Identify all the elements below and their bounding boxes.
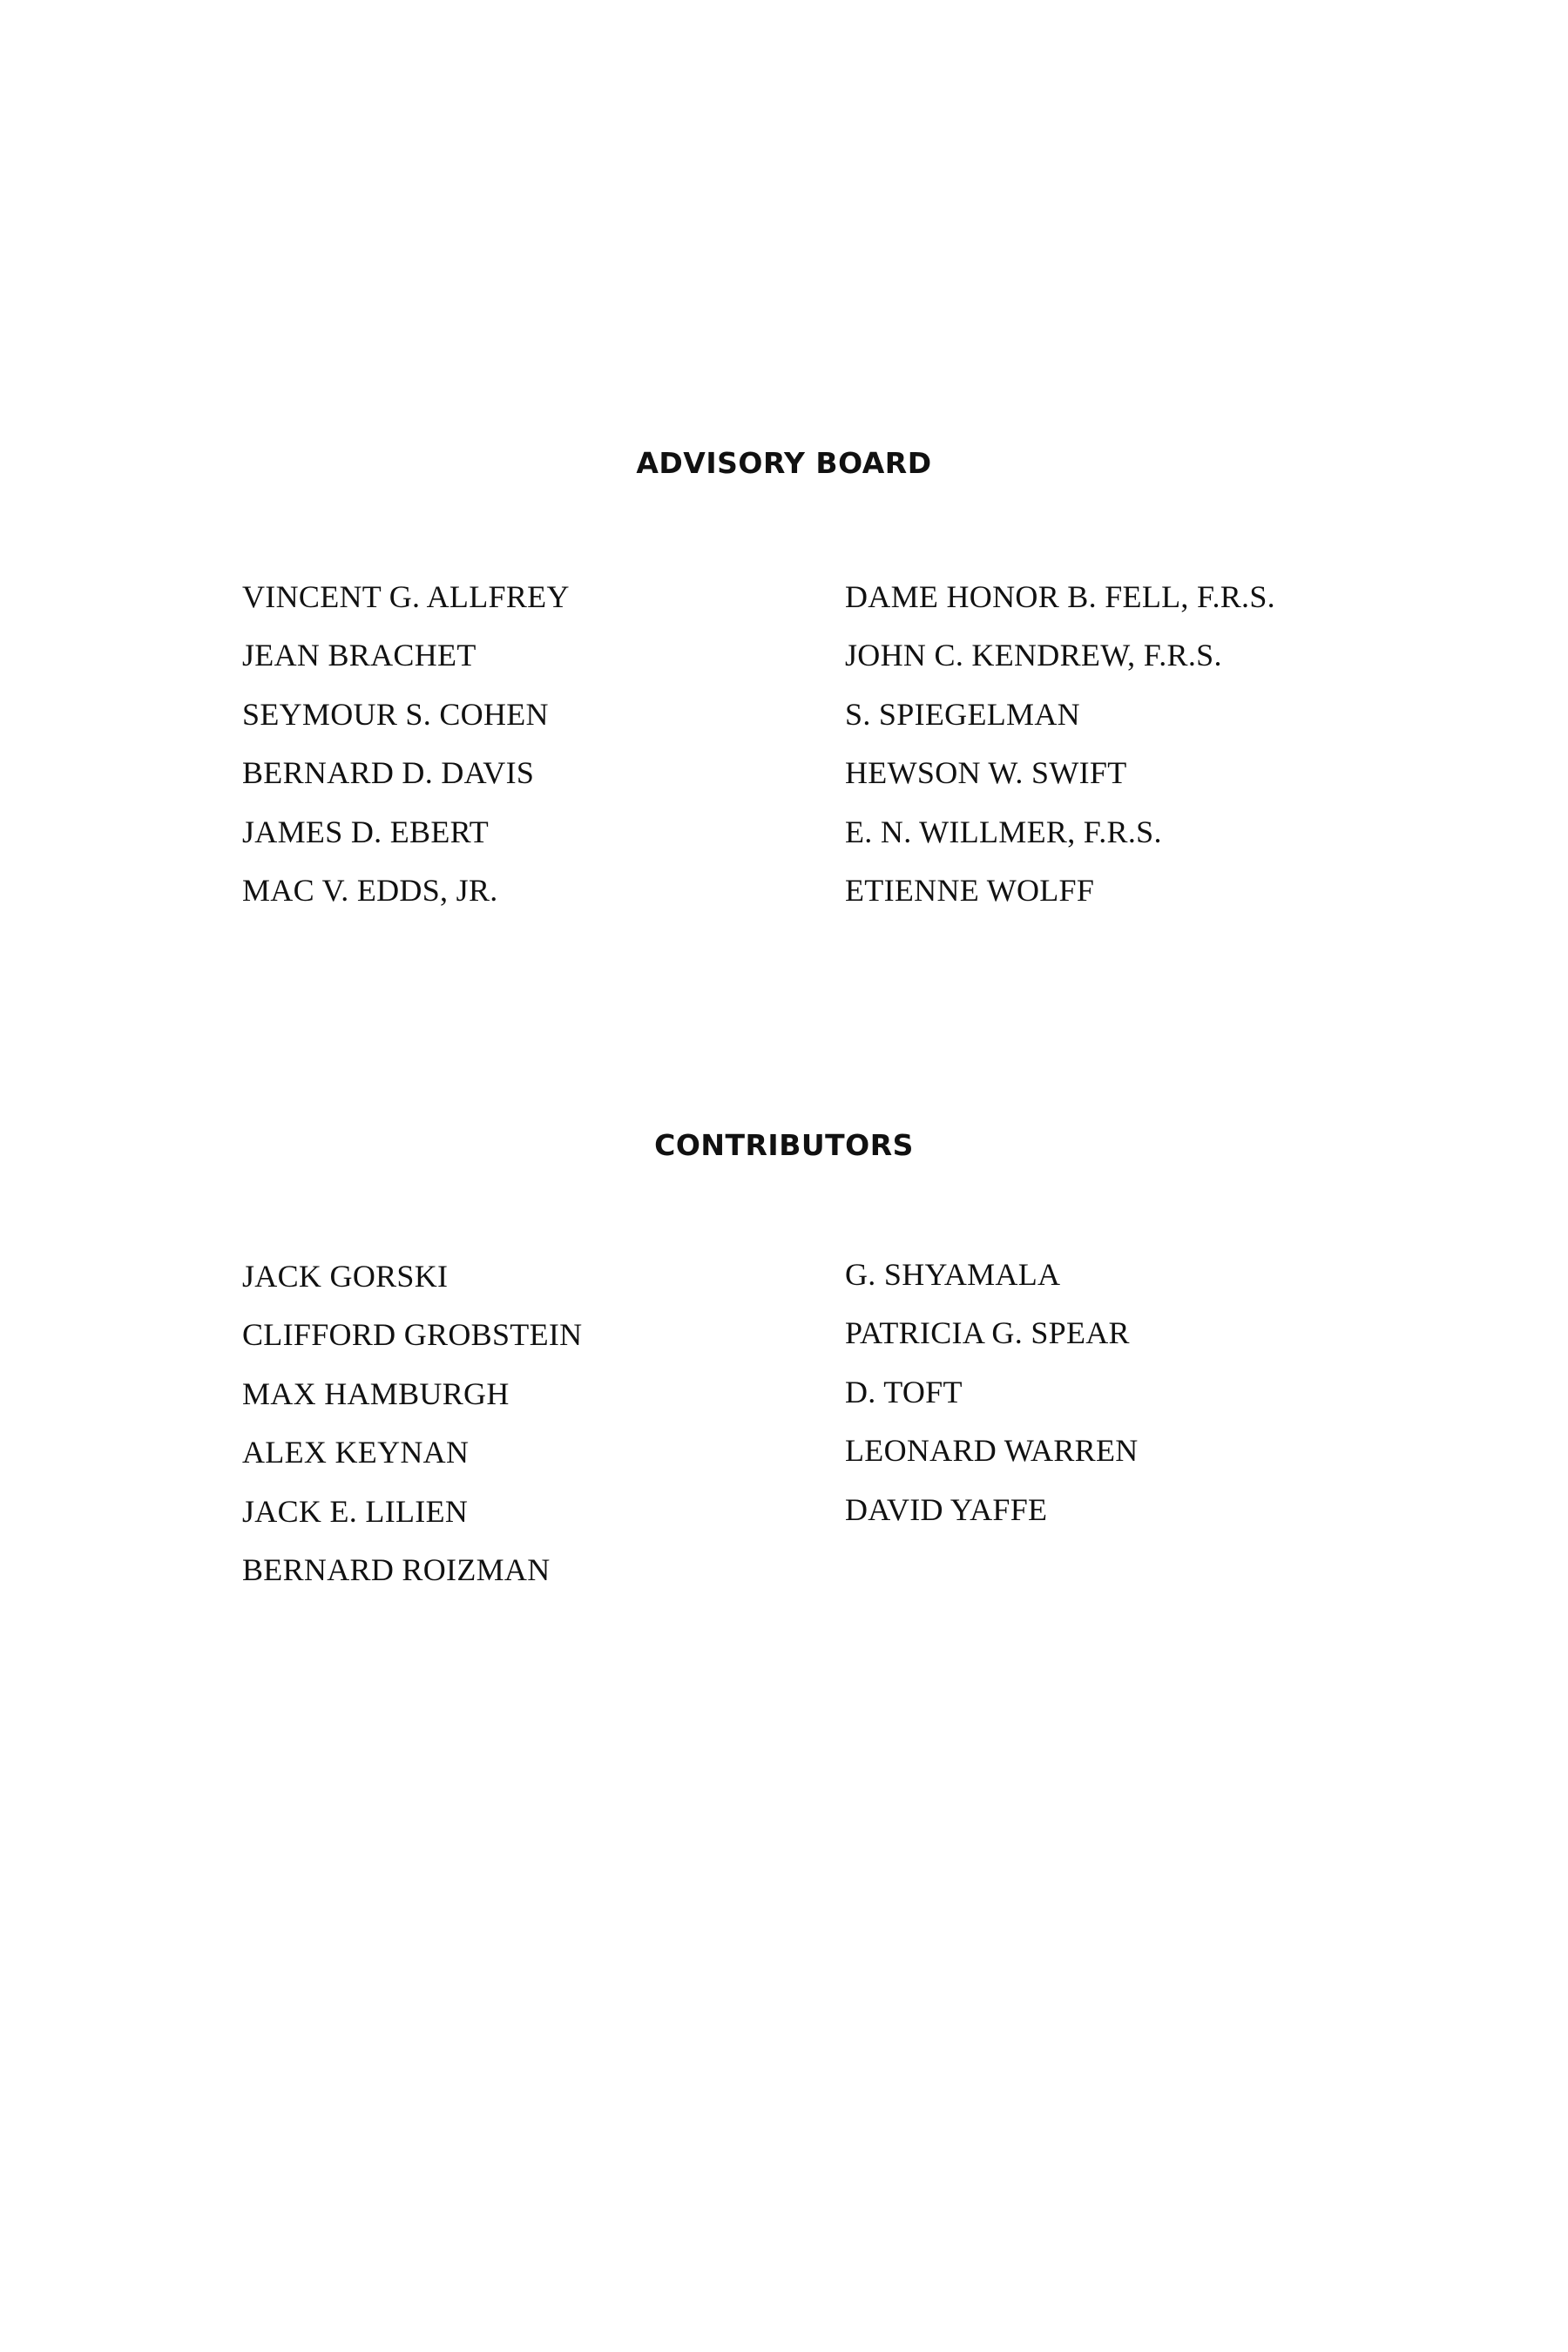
- advisory-board-member: VINCENT G. ALLFREY: [242, 579, 570, 614]
- contributor-name: CLIFFORD GROBSTEIN: [242, 1317, 583, 1353]
- advisory-board-member: E. N. WILLMER, F.R.S.: [845, 814, 1162, 849]
- advisory-board-right-column: [845, 568, 1275, 920]
- advisory-board-member: JOHN C. KENDREW, F.R.S.: [845, 638, 1222, 673]
- contributor-name: DAVID YAFFE: [845, 1491, 1048, 1527]
- contributor-name: PATRICIA G. SPEAR: [845, 1315, 1130, 1351]
- advisory-board-heading: ADVISORY BOARD: [636, 446, 932, 480]
- contributor-name: MAX HAMBURGH: [242, 1375, 510, 1411]
- contributor-name: D. TOFT: [845, 1374, 963, 1409]
- contributor-name: ALEX KEYNAN: [242, 1435, 470, 1470]
- contributor-name: G. SHYAMALA: [845, 1257, 1061, 1292]
- contributor-name: LEONARD WARREN: [845, 1433, 1139, 1469]
- advisory-board-left-column: [242, 568, 570, 920]
- advisory-board-member: MAC V. EDDS, JR.: [242, 872, 498, 908]
- contributor-name: BERNARD ROIZMAN: [242, 1551, 551, 1587]
- contributors-right-column: [845, 1246, 1139, 1539]
- contributors-left-column: [242, 1247, 582, 1599]
- advisory-board-member: HEWSON W. SWIFT: [845, 755, 1127, 791]
- advisory-board-member: JEAN BRACHET: [242, 638, 476, 673]
- advisory-board-member: BERNARD D. DAVIS: [242, 755, 535, 791]
- advisory-board-member: S. SPIEGELMAN: [845, 696, 1080, 732]
- advisory-board-member: JAMES D. EBERT: [242, 814, 490, 849]
- contributor-name: JACK E. LILIEN: [242, 1493, 469, 1529]
- advisory-board-member: SEYMOUR S. COHEN: [242, 696, 549, 732]
- advisory-board-member: DAME HONOR B. FELL, F.R.S.: [845, 579, 1275, 614]
- contributors-heading: CONTRIBUTORS: [654, 1128, 914, 1162]
- contributor-name: JACK GORSKI: [242, 1259, 449, 1294]
- advisory-board-member: ETIENNE WOLFF: [845, 872, 1095, 908]
